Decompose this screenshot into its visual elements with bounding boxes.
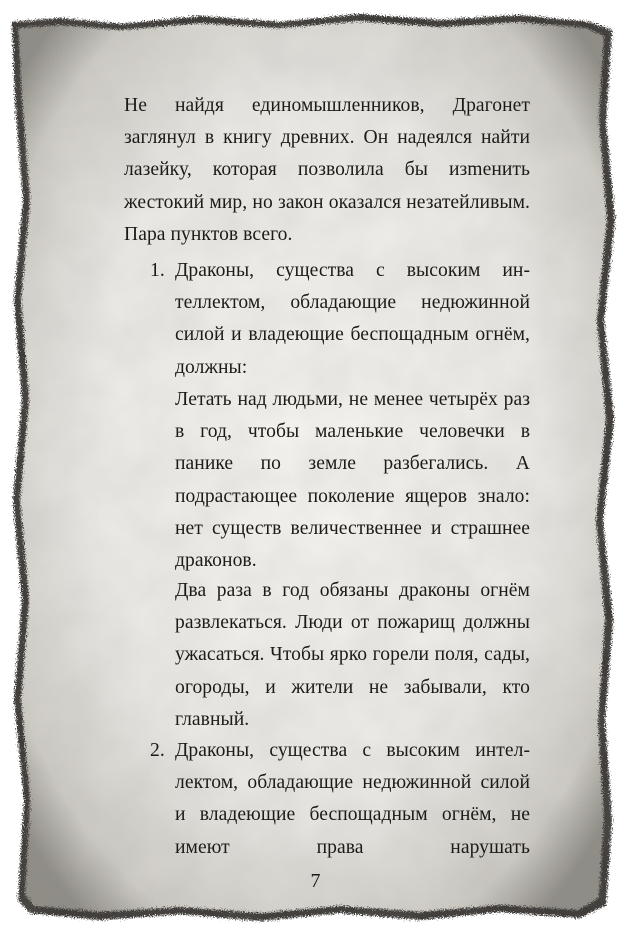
page-number: 7 [310,870,321,892]
list-item-number: 2. [150,740,165,761]
list-item-text: Драконы, существа с высоким интеллектом, обладающие недюжинной силой и владеющие беспощадным огнём, должны: [175,260,530,378]
list-item-text: Драконы, существа с высоким интеллектом, обладающие недюжинной силой и владеющие беспощадным огнём, не имеют права нарушать [175,740,530,858]
list-item-1-sub-paragraph-2: Два раза в год обязаны драконы огнём развлекаться. Люди от пожарищ должны ужасаться. Чтобы ярко горели поля, сады, огороды, и жители не забывали, кто главный. [175,580,530,730]
list-item-number: 1. [150,260,165,281]
intro-paragraph: Не найдя единомышленников, Драгонет заглянул в книгу древних. Он надеялся найти лазейку, которая позволила бы изmенить жестокий мир, но закон оказался незатейливым. Пара пунктов всего. [124,95,530,245]
list-item-1-sub-paragraph-1: Летать над людьми, не менее четырёх раз в год, чтобы маленькие человечки в панике по земле разбегались. А подрастающее поколение ящеров знало: нет существ величественнее и страшнее драконов. [175,389,530,572]
